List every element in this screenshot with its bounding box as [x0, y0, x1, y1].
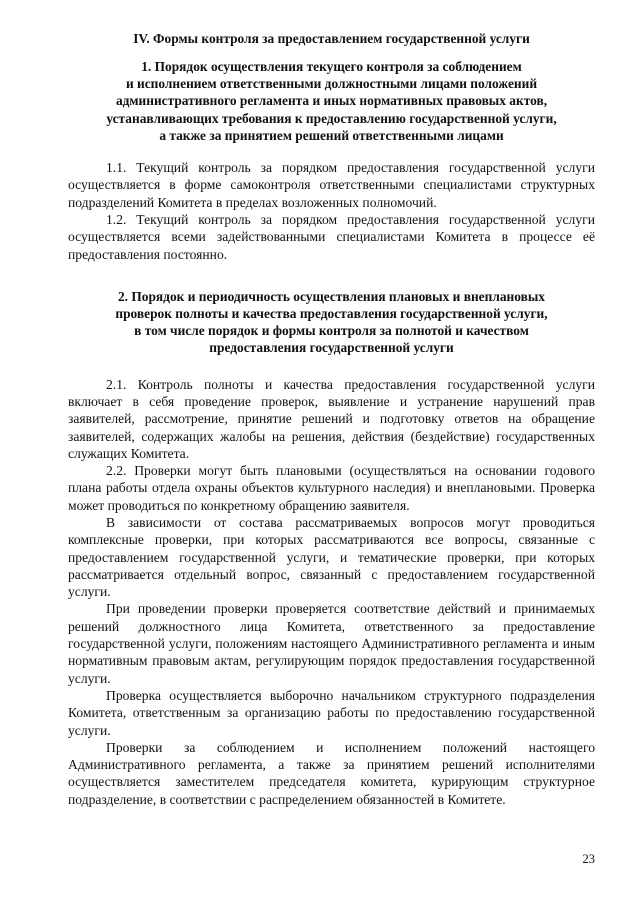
paragraph-2-2: 2.2. Проверки могут быть плановыми (осуществляться на основании годового плана работы отдела охраны объектов культурного наследия) и внеплановыми. Проверка может проводиться по конкретному обращению заявителя. [68, 463, 595, 513]
subsection-2-body [68, 376, 595, 808]
subsection-1-heading-line: административного регламента и иных нормативных правовых актов, [115, 93, 548, 109]
paragraph-2-1: 2.1. Контроль полноты и качества предоставления государственной услуги включает в себя проведение проверок, выявление и устранение нарушений прав заявителей, рассмотрение, принятие решений и подготовку ответов на обращение заявителей, содержащих жалобы на решения, действия (бездействие) государственных служащих Комитета. [68, 376, 595, 461]
paragraph-2-2-inspection-scope: При проведении проверки проверяется соответствие действий и принимаемых решений должностного лица Комитета, ответственного за предоставление государственной услуги, положениям настоящего Административного регламента и иным нормативным правовым актам, регулирующим порядок предоставления государственной услуги. [68, 601, 595, 686]
section-title: IV. Формы контроля за предоставлением государственной услуги [133, 31, 530, 46]
page-number: 23 [582, 852, 595, 866]
paragraph-2-2-inspector: Проверка осуществляется выборочно начальником структурного подразделения Комитета, ответственным за организацию работы по предоставлению государственной услуги. [68, 687, 595, 738]
paragraph-2-2-supervision: Проверки за соблюдением и исполнением положений настоящего Административного регламента, а также за принятием решений исполнителями осуществляется заместителем председателя комитета, курирующим структурное подразделение, в соответствии с распределением обязанностей в Комитете. [68, 739, 595, 807]
subsection-1-heading-line: 1. Порядок осуществления текущего контроля за соблюдением [141, 59, 522, 74]
paragraph-2-2-inspection-types: В зависимости от состава рассматриваемых вопросов могут проводиться комплексные проверки, при которых рассматриваются все вопросы, связанные с предоставлением государственной услуги, и тематические проверки, при которых рассматривается отдельный вопрос, связанный с предоставлением государственной услуги. [68, 514, 595, 600]
subsection-2-heading-line: проверок полноты и качества предоставления государственной услуги, [115, 306, 548, 321]
document-page [68, 30, 595, 808]
subsection-2-heading-line: предоставления государственной услуги [209, 340, 454, 356]
subsection-2-heading-line: 2. Порядок и периодичность осуществления плановых и внеплановых [117, 288, 545, 304]
subsection-1-body [68, 159, 595, 263]
paragraph-1-2: 1.2. Текущий контроль за порядком предоставления государственной услуги осуществляется всеми задействованными специалистами Комитета в процессе её предоставления постоянно. [68, 211, 595, 262]
subsection-1-heading-line: устанавливающих требования к предоставлению государственной услуги, [106, 110, 557, 126]
subsection-2-heading-line: в том числе порядок и формы контроля за полнотой и качеством [134, 323, 529, 339]
subsection-1-heading-line: а также за принятием решений ответственными лицами [159, 127, 504, 143]
subsection-1-heading-line: и исполнением ответственными должностными лицами положений [125, 76, 538, 92]
subsection-2-heading [68, 288, 595, 357]
subsection-1-heading [68, 58, 595, 144]
paragraph-1-1: 1.1. Текущий контроль за порядком предоставления государственной услуги осуществляется в форме самоконтроля ответственными специалистами структурных подразделений Комитета в пределах возложенных полномочий. [68, 160, 595, 210]
